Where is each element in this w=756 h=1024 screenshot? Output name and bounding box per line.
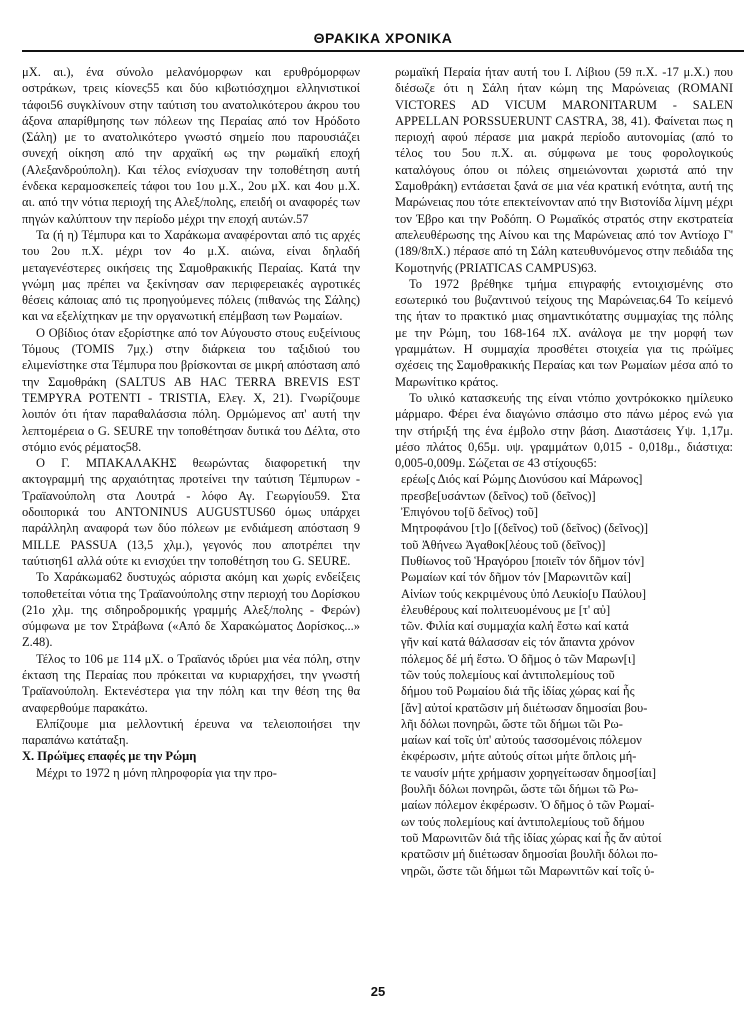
inscription-line: Ρωμαίων καί τόν δῆμον τόν [Μαρωνιτῶν καί]: [401, 570, 631, 585]
inscription-line: τῶν τούς πολεμίους καί ἀντιπολεμίους τοῦ: [401, 667, 615, 682]
inscription-line: ερέω[ς Διός καί Ρώμης Διονύσου καί Μάρωνος]: [401, 472, 643, 487]
inscription-line: μαίων πόλεμον ἐκφέρωσιν. Ὁ δῆμος ὁ τῶν Ρωμαί-: [401, 798, 655, 813]
inscription-line: μαίων καί τοῖς ὑπ' αὐτούς τασσομένοις πόλεμον: [401, 733, 642, 748]
inscription-line: πόλεμος δέ μή ἔστω. Ὁ δῆμος ὁ τῶν Μαρων[ι]: [401, 651, 636, 666]
inscription-line: βουλῆι δόλωι πονηρῶι, ὥστε τῶι δήμωι τῶ Ρω-: [401, 782, 639, 797]
paragraph: Το υλικό κατασκευής της είναι ντόπιο χοντρόκοκκο ημίλευκο μάρμαρο. Φέρει ένα διαγώνιο σπάσιμο στο πάνω μέρος ενώ για την στήριξή της ένα έμβολο στην βάση. Διαστάσεις Υψ. 1,17μ. μέσο πλάτος 0,65μ. υψ. γραμμάτων 0,015 - 0,018μ., διάστιχα: 0,005-0,009μ. Σώζεται σε 43 στίχους65:: [395, 390, 733, 471]
inscription-line: νηρῶι, ὥστε τῶι δήμωι τῶι Μαρωνιτῶν καί τοῖς ὑ-: [401, 863, 655, 878]
section-heading: Χ. Πρώϊμες επαφές με την Ρώμη: [22, 749, 197, 764]
paragraph: Ο Οβίδιος όταν εξορίστηκε από τον Αύγουστο στους ευξείνιους Τόμους (TOMIS 7μχ.) στην διάρκεια του ταξιδιού του ελιμενίστηκε στα Τέμπυρα που βρίσκονται σε μικρή απόσταση από την Σαμοθράκη (SALTUS AB HAC TERRA BREVIS EST TEMPYRA POTENTI - TRISTIA, Ελεγ. X, 21). Γνωρίζουμε λοιπόν ότι ήταν παραθαλάσσια πόλη. Ορμώμενος απ' αυτή την λεπτομέρεια ο G. SEURE την τοποθέτησαν δυτικά του Δέλτα, στο στόμιο ενός ρέματος58.: [22, 325, 360, 454]
header-rule: [22, 50, 744, 52]
paragraph: Το Χαράκωμα62 δυστυχώς αόριστα ακόμη και χωρίς ενδείξεις τοποθετείται νότια της Τραϊανούπολης στην περιοχή του Δορίσκου (21ο χλμ. της σιδηροδρομικής γραμμής Αλεξ/πολης - Φερών) σύμφωνα με τον Στράβωνα («Από δε Χαρακώματος Δορίσκος...» Ζ.48).: [22, 570, 360, 650]
page-number: 25: [370, 984, 386, 999]
inscription-line: τοῦ Μαρωνιτῶν διά τῆς ἰδίας χώρας καί ἧς ἄν αὐτοί: [401, 830, 662, 845]
paragraph: ρωμαϊκή Περαία ήταν αυτή του Ι. Λίβιου (59 π.Χ. -17 μ.Χ.) που διέσωζε ότι η Σάλη ήταν κώμη της Μαρώνειας (ROMANI VICTORES AD VICUM MARONITARUM - SALEN APPELLAN PORSSUERUNT CASTRA, 38, 41). Φαίνεται πως η περιοχή αφού πέρασε μια μακρά περίοδο αυτονομίας (από το τέλος του 5ου π.Χ. αι. σύμφωνα με τους φορολογικούς καταλόγους όπου οι πόλεις σημειώνονται χωριστά από την Σαμοθράκη) εντάσεται ξανά σε μια νέα κρατική ενότητα, αυτή της Μαρώνειας που τότε επεκτείνονταν από την Βιστονίδα λίμνη μέχρι τον Έβρο και την Ροδόπη. Ο Ρωμαϊκός στρατός στην εκστρατεία απελευθέρωσης της Αίνου και της Μαρώνειας από τον Αντίοχο Γ' (189/8πΧ.) πέρασε από τη Σάλη κατευθυνόμενος στην πεδιάδα της Κομοτηνής (PRIATICAS CAMPUS)63.: [395, 65, 733, 275]
inscription-line: Πυθίωνος τοῦ Ἡραγόρου [ποιεῖν τόν δῆμον τόν]: [401, 553, 645, 568]
paragraph: Το 1972 βρέθηκε τμήμα επιγραφής εντοιχισμένης στο εσωτερικό του βυζαντινού τείχους της Μαρώνειας.64 Το κείμενό της ήταν το πρακτικό μιας σημαντικότατης συμμαχίας της πόλης με την Ρώμη, του 168-164 πΧ. ανάλογα με την μορφή των γραμμάτων. Η συμμαχία προσθέτει στοιχεία για τις πρώϊμες σχέσεις της Σαμοθρακικής Περαίας και των Ρωμαίων μέσα από το Μαρωνίτικο κράτος.: [395, 276, 733, 389]
inscription-line: Αἰνίων τούς κεκριμένους ὑπό Λευκίο[υ Παύλου]: [401, 586, 647, 601]
inscription-line: ἐκφέρωσιν, μήτε αὐτούς σίτωι μήτε ὅπλοις μή-: [401, 749, 637, 764]
paragraph: Τα (ή η) Τέμπυρα και το Χαράκωμα αναφέρονται από τις αρχές του 2ου π.Χ. μέχρι τον 4ο μ.Χ. αιώνα, είναι δηλαδή μεταγενέστερες οικήσεις της Σαμοθρακικής Περαίας. Κατά την γνώμη μας πρέπει να ξεκίνησαν σαν περιφερειακές αγροτικές θέσεις κάποιας από τις προηγούμενες πόλεις (πιθανώς της Σάλης) και να εξελίχτηκαν με την οργανωτική επέμβαση των Ρωμαίων.: [22, 227, 360, 324]
inscription-line: ἐλευθέρους καί πολιτευομένους με [τ' αὐ]: [401, 602, 611, 617]
inscription-line: κρατῶσιν μή διιέτωσαν δημοσίαι βουλῆι δόλωι πο-: [401, 847, 658, 862]
journal-title: ΘΡΑΚΙΚΑ ΧΡΟΝΙΚΑ: [313, 30, 453, 46]
paragraph: Ο Γ. ΜΠΑΚΑΛΑΚΗΣ θεωρώντας διαφορετική την ακτογραμμή της αρχαιότητας προτείνει την ταύτιση Τέμπυρων - Τραϊανούπολη στα Λουτρά - λόφο Αγ. Γεωργίου59. Στα οδοιπορικά του ANTONINUS AUGUSTUS60 όμως υπάρχει παράλληλη αναφορά των δύο πόλεων με ενδιάμεση απόσταση 9 MILLE PASSUA (13,5 χλμ.), γεγονός που αποτρέπει την ταύτιση61 αλλά ούτε κι ενισχύει την τοποθέτηση του G. SEURE.: [22, 456, 360, 568]
inscription-line: τε ναυσίν μήτε χρήμασιν χορηγείτωσαν δημοσ[ίαι]: [401, 765, 657, 780]
inscription-line: τοῦ Ἀθήνεω Ἀγαθοκ[λέους τοῦ (δεῖνος)]: [401, 537, 606, 552]
paragraph: μΧ. αι.), ένα σύνολο μελανόμορφων και ερυθρόμορφων οστράκων, τρεις κίονες55 και δύο κιβωτιόσχημοι ελληνιστικοί τάφοι56 συγκλίνουν στην ταύτιση του ανατολικότερου άκρου του άξονα απαρίθμησης των πόλεων της Περαίας από τον Ηρόδοτο (Σάλη) με το ανατολικότερο γνωστό σημείο που παρουσιάζει συνεχή οίκηση από την αρχαϊκή ως την ρωμαϊκή εποχή (Αλεξανδρούπολη). Και τέλος ενίσχυσαν την τοποθέτηση αυτή ένδεκα κεραμοσκεπείς τάφοι του 1ου μ.Χ., 2ου μΧ. και 4ου μ.Χ. αι. από την νότια περιοχή της Αλεξ/πολης, επειδή οι αναφορές των πηγών καλύπτουν την περίοδο μέχρι την εποχή αυτών.57: [22, 65, 360, 226]
inscription-line: Ἐπιγόνου το[ῦ δεῖνος) τοῦ]: [401, 505, 539, 520]
inscription-line: τῶν. Φιλία καί συμμαχία καλή ἔστω καί κατά: [401, 619, 629, 634]
paragraph: Τέλος το 106 με 114 μΧ. ο Τραϊανός ιδρύει μια νέα πόλη, στην έκταση της Περαίας που πρόκειται να κυριαρχήσει, την γνωστή Τραϊανούπολη. Εκτενέστερα για την πόλη και την θέση της θα αναφερθούμε παρακάτω.: [22, 651, 360, 715]
inscription-text: [395, 471, 733, 878]
paragraph: Ελπίζουμε μια μελλοντική έρευνα να τελειοποιήσει την παραπάνω κατάταξη.: [22, 716, 360, 748]
inscription-line: [ἄν] αὐτοί κρατῶσιν μή διιέτωσαν δημοσίαι βου-: [401, 700, 648, 715]
inscription-line: πρεσβε[υσάντων (δεῖνος) τοῦ (δεῖνος)]: [401, 488, 596, 503]
left-column: [22, 64, 360, 781]
inscription-line: δήμου τοῦ Ρωμαίου διά τῆς ἰδίας χώρας καί ἧς: [401, 684, 635, 699]
paragraph: Μέχρι το 1972 η μόνη πληροφορία για την προ-: [36, 765, 277, 780]
inscription-line: λῆι δόλωι πονηρῶι, ὥστε τῶι δήμωι τῶι Ρω-: [401, 716, 623, 731]
inscription-line: ων τούς πολεμίους καί ἀντιπολεμίους τοῦ δήμου: [401, 814, 645, 829]
inscription-line: γῆν καί κατά θάλασσαν εἰς τόν ἅπαντα χρόνον: [401, 635, 635, 650]
inscription-line: Μητροφάνου [τ]ο [(δεῖνος) τοῦ (δεῖνος) (δεῖνος)]: [401, 521, 649, 536]
right-column: [395, 64, 733, 879]
running-header: [22, 28, 744, 52]
